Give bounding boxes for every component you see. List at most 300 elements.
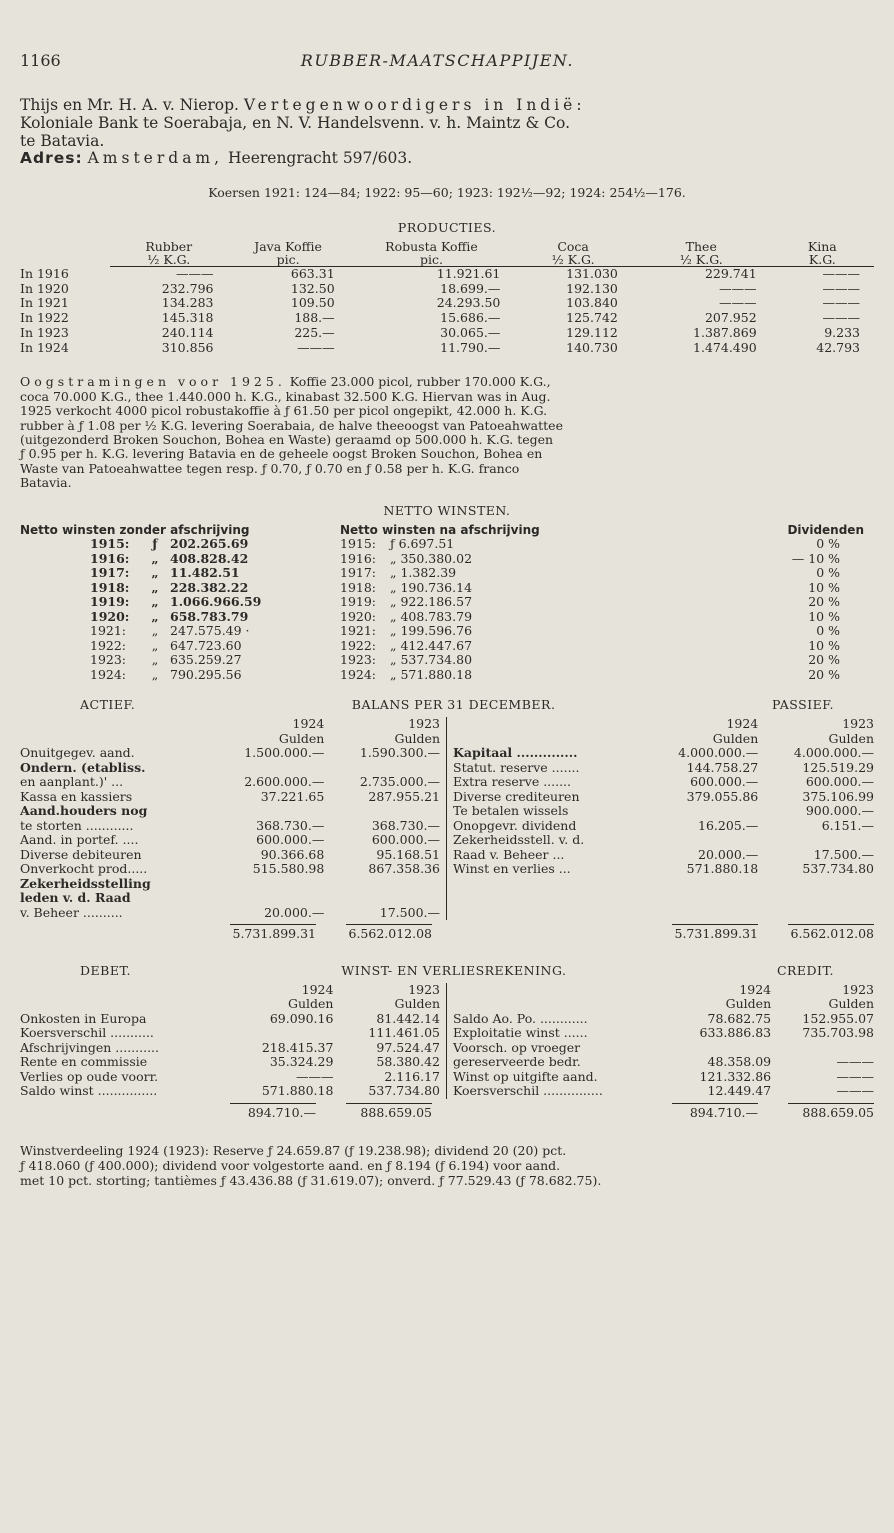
table-cell: 247.575.49 · [170,623,250,639]
table-cell: 42.793 [816,339,860,355]
table-cell: ——— [822,310,860,326]
table-cell: „ [151,666,159,682]
table-cell: 1.474.490 [693,339,757,355]
netto-winsten-table [20,523,874,682]
table-cell: 1924: [340,666,377,682]
table-cell: 20 % [808,652,840,668]
table-row [20,624,874,639]
table-cell: 15.686.— [440,310,501,326]
table-cell: 58.380.42 [376,1054,440,1070]
oogst-heading: Oogstramingen voor 1925. [20,374,286,390]
table-row [20,746,440,761]
row-label: Onuitgegev. aand. [20,745,135,761]
table-cell: 735.703.98 [802,1025,874,1041]
table-cell: 207.952 [704,310,757,326]
row-label: Winst op uitgifte aand. [453,1068,598,1084]
year-header: 1923 [408,716,440,732]
table-cell: 81.442.14 [376,1010,440,1026]
row-label: Saldo Ao. Po. ............ [453,1010,588,1026]
netto-winsten-title: NETTO WINSTEN. [383,503,511,519]
table-cell: 24.293.50 [436,295,501,311]
table-cell: 18.699.— [440,280,501,296]
oogst-text: Waste van Patoeahwattee tegen resp. ƒ 0.70, ƒ 0.70 en ƒ 0.58 per h. K.G. franco [20,460,520,476]
table-cell: 287.955.21 [368,788,440,804]
table-cell [324,877,440,892]
table-cell: 537.734.80 [802,861,874,877]
table-row [20,877,440,892]
winst-title: WINST- EN VERLIESREKENING. [341,962,567,978]
oogstramingen-paragraph [20,375,874,490]
table-cell: ——— [822,280,860,296]
table-cell: 9.233 [824,324,860,340]
table-row [453,790,874,805]
table-cell: ——— [836,1054,874,1070]
table-cell: ——— [719,295,757,311]
row-label: en aanplant.)' ... [20,774,124,790]
table-cell: 1920: [90,608,130,624]
table-cell [209,877,325,892]
row-label: Onopgevr. dividend [453,817,577,833]
table-cell: 11.482.51 [170,565,240,581]
table-cell: 232.796 [161,280,214,296]
table-cell: 867.358.36 [368,861,440,877]
table-cell: 103.840 [566,295,618,311]
table-cell: ——— [175,265,214,281]
table-cell [324,891,440,906]
table-cell: „ [151,550,159,566]
page-number: 1166 [20,51,61,70]
table-row [453,1012,874,1027]
table-cell: 11.790.— [440,339,501,355]
row-label: Diverse debiteuren [20,846,142,862]
unit-header: Gulden [394,730,440,746]
table-cell: 95.168.51 [376,846,440,862]
table-cell [758,833,874,848]
table-row [20,848,440,863]
netto-header-dividenden: Dividenden [787,523,864,538]
intro-paragraph [20,97,874,168]
total-value: 894.710.— [672,1103,758,1121]
table-cell: ——— [836,1068,874,1084]
credit-label: CREDIT. [776,962,834,978]
table-cell: „ 412.447.67 [390,637,473,653]
intro-location: te Batavia. [20,131,105,150]
table-cell: 132.50 [290,280,335,296]
table-row [453,804,874,819]
producties-col-unit: K.G. [771,253,874,267]
table-cell: ƒ [152,536,158,552]
table-row [20,282,874,297]
table-cell: 571.880.18 [686,861,759,877]
row-label: gereserveerde bedr. [453,1054,581,1070]
table-cell: 515.580.98 [252,861,325,877]
total-value: 894.710.— [230,1103,316,1121]
table-row [453,1070,874,1085]
oogst-text: coca 70.000 K.G., thee 1.440.000 h. K.G., kinabast 32.500 K.G. Hiervan was in Aug. [20,388,551,404]
table-cell: 900.000.— [805,803,874,819]
intro-names: Thijs en Mr. H. A. v. Nierop. [20,95,239,114]
adres-street: Heerengracht 597/603. [228,149,413,168]
table-cell [324,761,440,776]
table-cell: 633.886.83 [699,1025,772,1041]
table-cell: 90.366.68 [260,846,325,862]
table-cell: 134.283 [161,295,214,311]
producties-col-unit: pic. [227,253,348,267]
table-cell: 600.000.— [371,832,440,848]
total-value: 888.659.05 [346,1103,432,1121]
table-cell: 1.500.000.— [244,745,325,761]
table-cell: 1918: [90,579,130,595]
table-cell: 600.000.— [256,832,325,848]
table-cell: 1915: [90,536,130,552]
table-cell: 17.500.— [813,846,874,862]
table-cell: 20 % [808,594,840,610]
row-label: In 1922 [20,310,69,326]
table-row [453,1026,874,1041]
table-cell: 1919: [340,594,377,610]
total-value: 5.731.899.31 [672,924,758,942]
table-cell: 571.880.18 [261,1083,334,1099]
row-label: In 1924 [20,339,69,355]
table-cell: 658.783.79 [170,608,249,624]
winst-table [20,983,874,1099]
table-cell: 30.065.— [440,324,501,340]
table-cell: ——— [822,265,860,281]
table-cell: 240.114 [161,324,214,340]
table-row [453,1041,874,1056]
oogst-text: Koffie 23.000 picol, rubber 170.000 K.G., [289,374,551,390]
row-label: In 1921 [20,295,69,311]
table-row [20,1055,440,1070]
row-label: Aand. in portef. .... [20,832,139,848]
table-cell: „ [151,579,159,595]
running-title: RUBBER-MAATSCHAPPIJEN. [300,51,574,70]
year-header: 1924 [301,981,334,997]
balans-table [20,717,874,920]
actief-label: ACTIEF. [80,697,136,713]
table-cell: 663.31 [290,265,335,281]
table-row [20,833,440,848]
year-header: 1923 [842,981,874,997]
netto-header-na: Netto winsten na afschrijving [340,523,540,538]
table-row [20,1070,440,1085]
table-cell: 12.449.47 [707,1083,772,1099]
producties-col-header: Thee [685,238,717,254]
producties-col-unit: ½ K.G. [514,253,631,267]
table-cell: 20 % [808,666,840,682]
table-cell: 2.116.17 [384,1068,440,1084]
table-row [20,1012,440,1027]
table-row [20,610,874,625]
table-cell: „ 537.734.80 [390,652,473,668]
table-cell: „ [151,594,159,610]
table-row [20,326,874,341]
table-cell: 109.50 [290,295,335,311]
oogst-text: (uitgezonderd Broken Souchon, Bohea en Waste) geraamd op 500.000 h. K.G. tegen [20,431,554,447]
koersen-line: Koersen 1921: 124—84; 1922: 95—60; 1923: 192½—92; 1924: 254½—176. [208,185,686,201]
year-header: 1923 [842,716,874,732]
oogst-text: ƒ 0.95 per h. K.G. levering Batavia en de geheele oogst Broken Souchon, Bohea en [20,446,543,462]
table-cell: 229.741 [704,265,757,281]
table-cell: 635.259.27 [170,652,242,668]
total-value: 888.659.05 [788,1103,874,1121]
intro-banks: Koloniale Bank te Soerabaja, en N. V. Handelsvenn. v. h. Maintz & Co. [20,113,571,132]
producties-col-header: Robusta Koffie [385,238,478,254]
year-header: 1924 [292,716,325,732]
oogst-text: 1925 verkocht 4000 picol robustakoffie à ƒ 61.50 per picol ongepikt, 42.000 h. K.G. [20,403,548,419]
table-cell: 4.000.000.— [678,745,759,761]
unit-header: Gulden [725,996,772,1012]
table-cell: „ 199.596.76 [390,623,473,639]
table-cell: 10 % [808,579,840,595]
row-label: In 1920 [20,280,69,296]
table-cell: 131.030 [566,265,618,281]
table-row [453,819,874,834]
table-row [453,862,874,877]
table-cell: 1.387.869 [693,324,757,340]
table-row [453,775,874,790]
table-row [453,746,874,761]
table-cell: 11.921.61 [436,265,501,281]
winstverdeeling-text: Winstverdeeling 1924 (1923): Reserve ƒ 24.659.87 (ƒ 19.238.98); dividend 20 (20) pct. [20,1143,567,1159]
table-row [20,537,874,552]
table-cell: „ [151,608,159,624]
unit-header: Gulden [287,996,334,1012]
table-cell: 1921: [90,623,127,639]
table-cell: 310.856 [161,339,214,355]
table-cell: 111.461.05 [368,1025,440,1041]
table-cell: 140.730 [566,339,618,355]
row-label: Aand.houders nog [20,803,148,819]
row-label: v. Beheer .......... [20,904,123,920]
table-cell: 1.590.300.— [359,745,440,761]
producties-col-header: Java Koffie [254,238,322,254]
table-cell: 0 % [816,565,840,581]
table-cell: 0 % [816,536,840,552]
winst-totals [20,1103,874,1121]
table-cell: 144.758.27 [686,759,759,775]
table-cell: ——— [719,280,757,296]
table-cell: 4.000.000.— [793,745,874,761]
table-row [20,891,440,906]
table-cell: ——— [297,339,335,355]
table-row [20,790,440,805]
table-row [20,639,874,654]
table-cell: „ 922.186.57 [390,594,473,610]
table-cell: „ [151,637,159,653]
table-row [453,761,874,776]
total-value: 5.731.899.31 [230,924,316,942]
row-label: In 1923 [20,324,69,340]
table-cell: 78.682.75 [707,1010,772,1026]
table-row [20,552,874,567]
row-label: Afschrijvingen ........... [20,1039,159,1055]
table-cell: 1922: [90,637,127,653]
table-cell: 1923: [340,652,377,668]
table-cell: 48.358.09 [707,1054,772,1070]
table-cell: 125.742 [566,310,618,326]
table-cell: ——— [295,1068,334,1084]
producties-col-unit: ½ K.G. [632,253,771,267]
table-cell [643,804,759,819]
table-row [20,1041,440,1056]
balans-totals [20,924,874,942]
unit-header: Gulden [828,996,874,1012]
table-cell: 37.221.65 [260,788,325,804]
table-row [20,1026,440,1041]
table-cell: 537.734.80 [368,1083,440,1099]
table-cell: 69.090.16 [269,1010,334,1026]
row-label: Te betalen wissels [453,803,569,819]
winstverdeeling-text: ƒ 418.060 (ƒ 400.000); dividend voor volgestorte aand. en ƒ 8.194 (ƒ 6.194) voor aand. [20,1158,561,1174]
row-label: Rente en commissie [20,1054,148,1070]
unit-header: Gulden [828,730,874,746]
row-label: leden v. d. Raad [20,890,131,906]
table-cell: 408.828.42 [170,550,249,566]
balans-heading [20,698,874,713]
table-cell: 97.524.47 [376,1039,440,1055]
table-row [20,653,874,668]
table-cell: 228.382.22 [170,579,249,595]
adres-city: Amsterdam, [87,149,224,168]
table-row [20,906,440,921]
table-cell: „ 1.382.39 [390,565,457,581]
row-label: Koersverschil ............... [453,1083,603,1099]
table-row [453,848,874,863]
table-cell: 202.265.69 [170,536,249,552]
row-label: Zekerheidsstelling [20,875,151,891]
table-cell [643,833,759,848]
table-cell [324,804,440,819]
passief-label: PASSIEF. [772,697,834,713]
balans-title: BALANS PER 31 DECEMBER. [351,697,556,713]
row-label: Saldo winst ............... [20,1083,158,1099]
intro-representatives: Vertegenwoordigers in Indië: [243,95,586,114]
winstverdeeling-text: met 10 pct. storting; tantièmes ƒ 43.436.88 (ƒ 31.619.07); onverd. ƒ 77.529.43 (ƒ 78.682.75). [20,1172,602,1188]
table-cell: 1922: [340,637,377,653]
row-label: Voorsch. op vroeger [453,1039,581,1055]
table-cell: 1917: [340,565,377,581]
table-row [20,668,874,683]
row-label: Exploitatie winst ...... [453,1025,588,1041]
table-row [20,566,874,581]
table-cell: 20.000.— [698,846,759,862]
total-value: 6.562.012.08 [788,924,874,942]
table-row [20,581,874,596]
adres-label: Adres: [20,149,83,168]
table-cell: 125.519.29 [802,759,874,775]
table-row [453,1055,874,1070]
table-cell: 1915: [340,536,377,552]
table-cell: 600.000.— [805,774,874,790]
oogst-text: Batavia. [20,475,72,490]
row-label: Onkosten in Europa [20,1010,147,1026]
table-cell: „ 571.880.18 [390,666,473,682]
table-row [20,804,440,819]
winstverdeeling-paragraph [20,1144,874,1188]
year-header: 1924 [739,981,772,997]
table-cell [209,761,325,776]
unit-header: Gulden [394,996,440,1012]
table-cell: „ 408.783.79 [390,608,473,624]
debet-label: DEBET. [80,962,131,978]
table-cell: ——— [836,1083,874,1099]
row-label: Kassa en kassiers [20,788,133,804]
producties-col-header: Coca [557,238,589,254]
unit-header: Gulden [278,730,325,746]
table-cell: 6.151.— [821,817,874,833]
table-cell: 188.— [294,310,335,326]
row-label: Zekerheidsstell. v. d. [453,832,585,848]
row-label: Kapitaal .............. [453,745,578,761]
row-label: Onverkocht prod..... [20,861,148,877]
table-cell: „ 190.736.14 [390,579,473,595]
table-cell: 368.730.— [256,817,325,833]
table-cell: 16.205.— [698,817,759,833]
page-header [20,52,874,71]
table-row [20,595,874,610]
producties-col-header: Kina [807,238,837,254]
table-cell [668,1041,771,1056]
table-cell: 10 % [808,608,840,624]
table-cell: 1916: [340,550,377,566]
table-row [20,775,440,790]
table-row [20,296,874,311]
table-cell: 0 % [816,623,840,639]
table-cell: 152.955.07 [802,1010,874,1026]
table-cell [771,1041,874,1056]
table-cell: — 10 % [791,550,840,566]
table-row [20,761,440,776]
table-cell: 1924: [90,666,127,682]
total-value: 6.562.012.08 [346,924,432,942]
year-header: 1924 [726,716,759,732]
table-row [453,833,874,848]
table-cell: 2.600.000.— [244,774,325,790]
table-cell: 225.— [294,324,335,340]
table-cell: 129.112 [566,324,618,340]
table-cell: 121.332.86 [699,1068,772,1084]
table-cell: 1916: [90,550,130,566]
table-cell: 368.730.— [371,817,440,833]
row-label: te storten ............ [20,817,134,833]
producties-col-unit: pic. [349,253,515,267]
table-cell: ƒ 6.697.51 [390,536,455,552]
table-cell: 17.500.— [379,904,440,920]
table-cell: 1919: [90,594,130,610]
row-label: Koersverschil ........... [20,1025,154,1041]
row-label: Ondern. (etabliss. [20,759,146,775]
table-cell: 2.735.000.— [359,774,440,790]
table-cell: „ [151,652,159,668]
producties-col-header: Rubber [145,238,193,254]
table-cell: 375.106.99 [802,788,874,804]
row-label: Raad v. Beheer ... [453,846,565,862]
table-row [20,341,874,356]
table-cell: 1921: [340,623,377,639]
year-header: 1923 [408,981,440,997]
table-row [20,1084,440,1099]
table-cell: 600.000.— [690,774,759,790]
producties-col-unit: ½ K.G. [110,253,227,267]
table-cell: 379.055.86 [686,788,759,804]
table-cell: 790.295.56 [170,666,242,682]
row-label: Statut. reserve ....... [453,759,580,775]
producties-title: PRODUCTIES. [397,219,497,235]
table-cell [227,1026,334,1041]
netto-header-zonder: Netto winsten zonder afschrijving [20,523,250,538]
table-cell: 1918: [340,579,377,595]
